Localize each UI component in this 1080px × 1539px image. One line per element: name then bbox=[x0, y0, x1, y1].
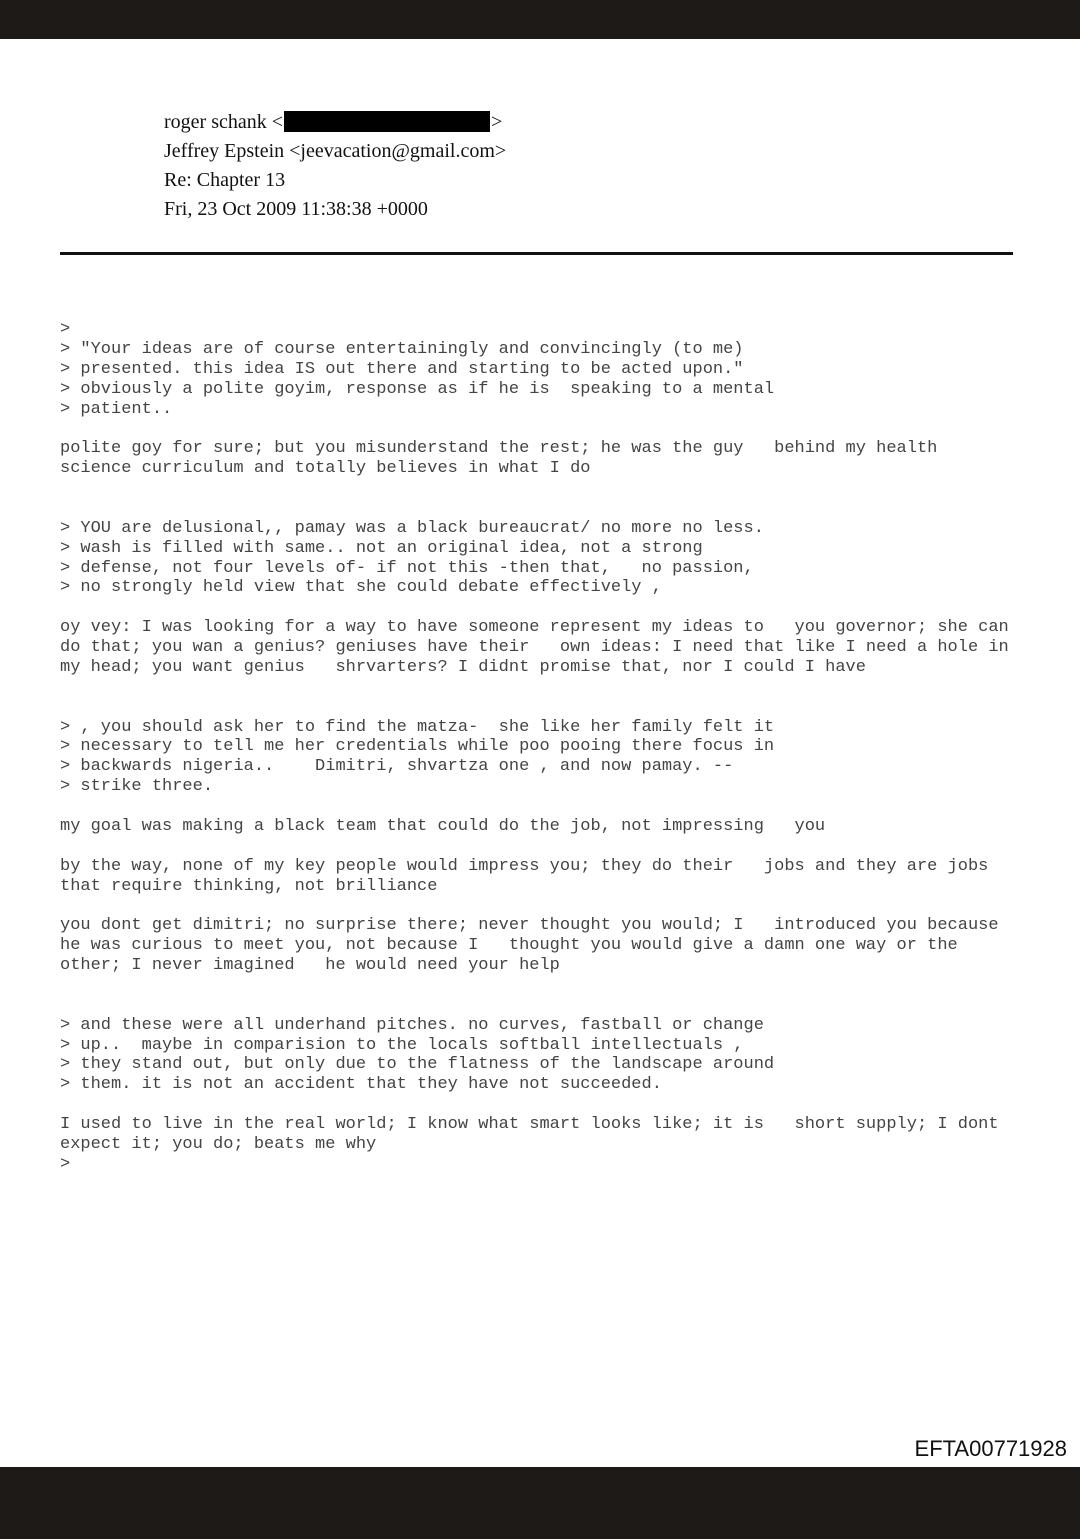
date-value: Fri, 23 Oct 2009 11:38:38 +0000 bbox=[164, 198, 428, 220]
from-close: > bbox=[491, 111, 503, 133]
to-value: Jeffrey Epstein <jeevacation@gmail.com> bbox=[164, 140, 507, 162]
document-id: EFTA00771928 bbox=[914, 1436, 1067, 1461]
from-value bbox=[164, 108, 502, 136]
top-scan-border bbox=[0, 0, 1080, 39]
redaction-box bbox=[284, 111, 490, 132]
header-divider bbox=[60, 252, 1013, 255]
subject-value: Re: Chapter 13 bbox=[164, 169, 286, 191]
email-body: > > "Your ideas are of course entertainingly and convincingly (to me) > presented. this idea IS out there and starting to be acted upon." > obviously a polite goyim, response as if he is speaking to a mental > patient.. polite goy for sure; but you misunderstand the rest; he was the guy behind my health science curriculum and totally believes in what I do > YOU are delusional,, pamay was a black bureaucrat/ no more no less. > wash is filled with same.. not an original idea, not a strong > defense, not four levels of- if not this -then that, no passion, > no strongly held view that she could debate effectively , oy vey: I was looking for a way to have someone represent my ideas to you governor; she can do that; you wan a genius? geniuses have their own ideas: I need that like I need a hole in my head; you want genius shrvarters? I didnt promise that, nor I could I have > , you should ask her to find the matza- she like her family felt it > necessary to tell me her credentials while poo pooing there focus in > backwards nigeria.. Dimitri, shvartza one , and now pamay. -- > strike three. my goal was making a black team that could do the job, not impressing you by the way, none of my key people would impress you; they do their jobs and they are jobs that require thinking, not brilliance you dont get dimitri; no surprise there; never thought you would; I introduced you because he was curious to meet you, not because I thought you would give a damn one way or the other; I never imagined he would need your help > and these were all underhand pitches. no curves, fastball or change > up.. maybe in comparision to the locals softball intellectuals , > they stand out, but only due to the flatness of the landscape around > them. it is not an accident that they have not succeeded. I used to live in the real world; I know what smart looks like; it is short supply; I dont expect it; you do; beats me why > bbox=[60, 320, 1009, 1174]
from-name: roger schank < bbox=[164, 111, 284, 133]
bottom-scan-border bbox=[0, 1467, 1080, 1539]
